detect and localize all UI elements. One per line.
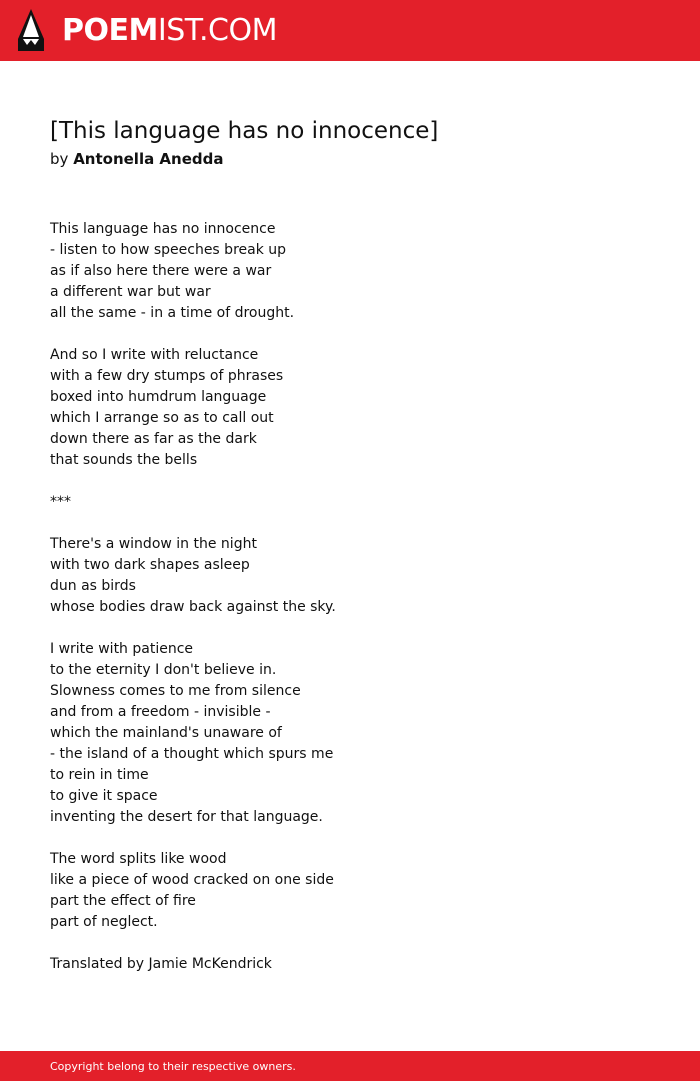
stanza-break bbox=[50, 513, 650, 534]
stanza-break bbox=[50, 618, 650, 639]
by-label: by bbox=[50, 150, 69, 168]
poem-line: that sounds the bells bbox=[50, 452, 198, 468]
poem-line: part the effect of fire bbox=[50, 893, 196, 909]
poem-author: Antonella Anedda bbox=[73, 150, 224, 168]
poem-line: with a few dry stumps of phrases bbox=[50, 368, 284, 384]
poem-line: which I arrange so as to call out bbox=[50, 410, 274, 426]
poem-body bbox=[50, 219, 650, 975]
stanza-break bbox=[50, 324, 650, 345]
poem-line: to give it space bbox=[50, 788, 158, 804]
poem-line: down there as far as the dark bbox=[50, 431, 257, 447]
poem-line: The word splits like wood bbox=[50, 851, 227, 867]
poem-line: dun as birds bbox=[50, 578, 136, 594]
poem-line: which the mainland's unaware of bbox=[50, 725, 282, 741]
poem-line: with two dark shapes asleep bbox=[50, 557, 250, 573]
poem-line: - listen to how speeches break up bbox=[50, 242, 287, 258]
logo-text-light: IST.COM bbox=[157, 13, 277, 48]
poem-line: and from a freedom - invisible - bbox=[50, 704, 271, 720]
site-header bbox=[0, 0, 700, 61]
poem-line: This language has no innocence bbox=[50, 221, 276, 237]
stanza-break bbox=[50, 933, 650, 954]
poem-line: - the island of a thought which spurs me bbox=[50, 746, 334, 762]
poem-line: all the same - in a time of drought. bbox=[50, 305, 295, 321]
poem-line: And so I write with reluctance bbox=[50, 347, 259, 363]
poem-line: a different war but war bbox=[50, 284, 211, 300]
logo-text-bold: POEM bbox=[62, 13, 158, 48]
poem-byline bbox=[50, 148, 224, 170]
stanza-break bbox=[50, 471, 650, 492]
poem-line: Slowness comes to me from silence bbox=[50, 683, 301, 699]
poem-line: whose bodies draw back against the sky. bbox=[50, 599, 336, 615]
poem-line: as if also here there were a war bbox=[50, 263, 272, 279]
poem-line: to rein in time bbox=[50, 767, 149, 783]
poem-line: I write with patience bbox=[50, 641, 194, 657]
poem-line: like a piece of wood cracked on one side bbox=[50, 872, 334, 888]
poem-line: inventing the desert for that language. bbox=[50, 809, 323, 825]
poem-line: *** bbox=[50, 494, 71, 510]
poem-title: [This language has no innocence] bbox=[50, 118, 439, 144]
poem-line: part of neglect. bbox=[50, 914, 158, 930]
site-footer bbox=[0, 1051, 700, 1081]
poem-line: boxed into humdrum language bbox=[50, 389, 267, 405]
pencil-tip-icon[interactable] bbox=[18, 9, 44, 51]
poem-line: Translated by Jamie McKendrick bbox=[50, 956, 272, 972]
poem-line: There's a window in the night bbox=[50, 536, 257, 552]
poem-line: to the eternity I don't believe in. bbox=[50, 662, 277, 678]
site-logo[interactable] bbox=[62, 11, 277, 51]
copyright-text: Copyright belong to their respective owners. bbox=[50, 1060, 296, 1073]
stanza-break bbox=[50, 828, 650, 849]
